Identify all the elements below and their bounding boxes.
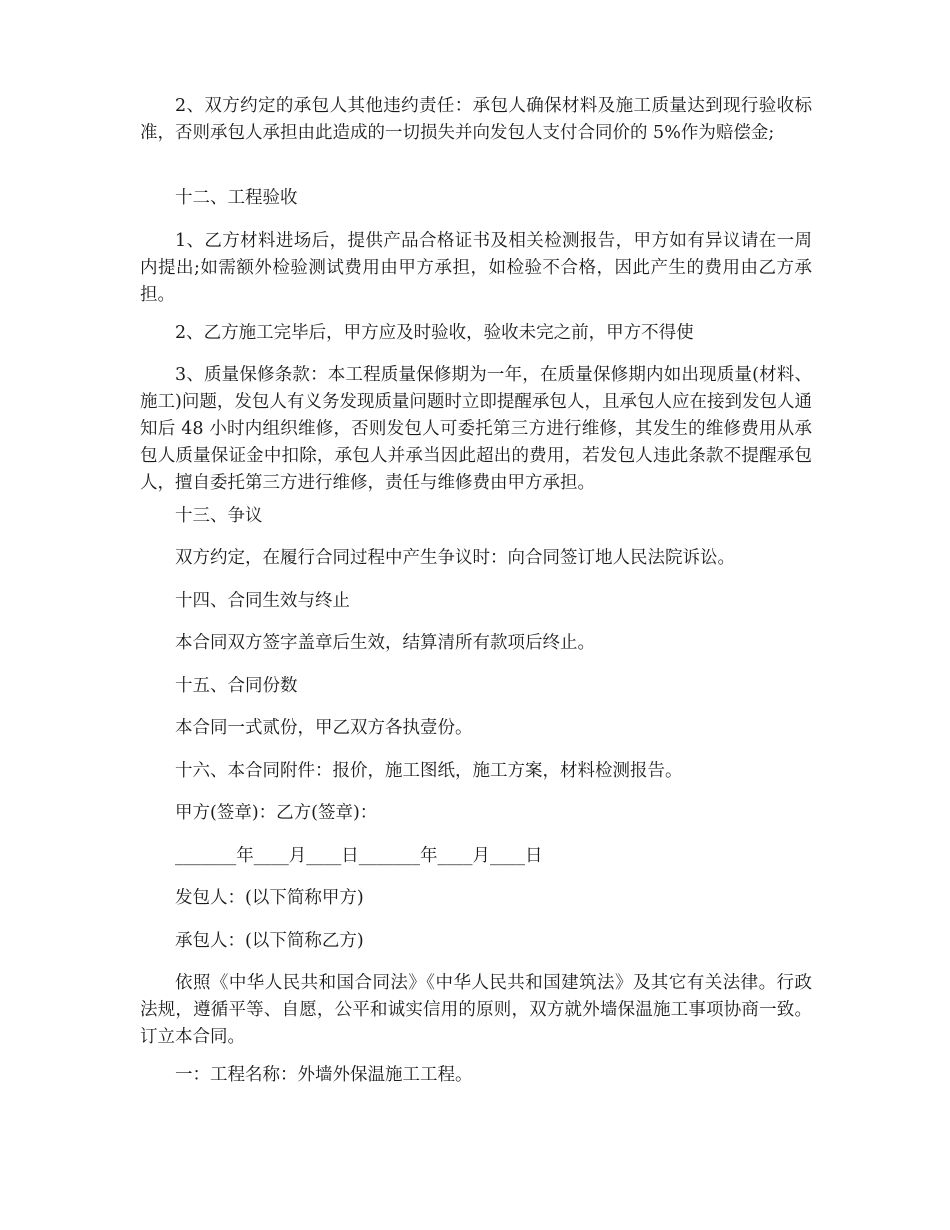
heading-project-acceptance: 十二、工程验收 (175, 188, 298, 208)
party-contractor: 承包人：(以下简称乙方) (175, 931, 364, 951)
paragraph-dispute-resolution: 双方约定，在履行合同过程中产生争议时：向合同签订地人民法院诉讼。 (175, 548, 735, 568)
paragraph-legal-basis: 依照《中华人民共和国合同法》《中华人民共和国建筑法》及其它有关法律。行政法规，遵循平等、自愿，公平和诚实信用的原则，双方就外墙保温施工事项协商一致。订立本合同。 (140, 973, 812, 1047)
paragraph-completion-acceptance: 2、乙方施工完毕后，甲方应及时验收，验收未完之前，甲方不得使 (175, 323, 694, 343)
date-line: _______年____月____日_______年____月____日 (175, 846, 543, 866)
paragraph-effect-termination: 本合同双方签字盖章后生效，结算清所有款项后终止。 (175, 633, 595, 653)
paragraph-material-inspection: 1、乙方材料进场后，提供产品合格证书及相关检测报告，甲方如有异议请在一周内提出;如需额外检验测试费用由甲方承担，如检验不合格，因此产生的费用由乙方承担。 (140, 231, 812, 305)
heading-copies: 十五、合同份数 (175, 676, 298, 696)
paragraph-copies: 本合同一式贰份，甲乙双方各执壹份。 (175, 718, 473, 738)
paragraph-attachments: 十六、本合同附件：报价，施工图纸，施工方案，材料检测报告。 (175, 761, 683, 781)
paragraph-breach-liability: 2、双方约定的承包人其他违约责任：承包人确保材料及施工质量达到现行验收标准，否则承包人承担由此造成的一切损失并向发包人支付合同价的 5%作为赔偿金; (140, 96, 812, 143)
paragraph-project-name: 一：工程名称：外墙外保温施工工程。 (175, 1065, 473, 1085)
paragraph-warranty-terms: 3、质量保修条款：本工程质量保修期为一年，在质量保修期内如出现质量(材料、施工)问题，发包人有义务发现质量问题时立即提醒承包人，且承包人应在接到发包人通知后 48 小时内组织维修，否则发包人可委托第三方进行维修，其发生的维修费用从承包人质量保证金中扣除，承包人并承当因此超出的费用，若发包人违此条款不提醒承包人，擅自委托第三方进行维修，责任与维修费由甲方承担。 (140, 365, 812, 493)
heading-effect-termination: 十四、合同生效与终止 (175, 591, 350, 611)
party-employer: 发包人：(以下简称甲方) (175, 888, 364, 908)
signature-line: 甲方(签章)：乙方(签章)： (175, 803, 378, 823)
heading-disputes: 十三、争议 (175, 506, 263, 526)
